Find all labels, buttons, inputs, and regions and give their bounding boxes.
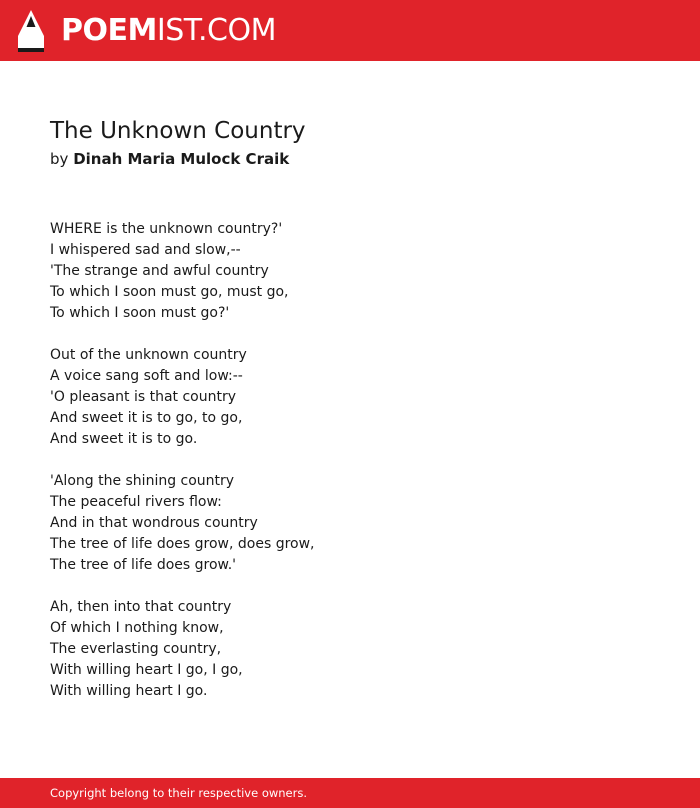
- poem-title: The Unknown Country: [50, 118, 306, 144]
- poem-stanza: [50, 597, 650, 702]
- poem-line: The peaceful rivers flow:: [50, 494, 222, 510]
- poem-line: And in that wondrous country: [50, 515, 258, 531]
- poem-line: Of which I nothing know,: [50, 620, 224, 636]
- poem-line: With willing heart I go, I go,: [50, 662, 243, 678]
- poem-byline: [50, 148, 289, 170]
- site-header: [0, 0, 700, 61]
- poem-line: To which I soon must go?': [50, 305, 230, 321]
- poem-line: Ah, then into that country: [50, 599, 232, 615]
- poem-line: To which I soon must go, must go,: [50, 284, 289, 300]
- poem-stanza: [50, 219, 650, 324]
- poem-line: Out of the unknown country: [50, 347, 247, 363]
- site-footer: [0, 778, 700, 808]
- poem-line: The tree of life does grow, does grow,: [50, 536, 315, 552]
- poem-line: 'O pleasant is that country: [50, 389, 237, 405]
- poem-line: The tree of life does grow.': [50, 557, 236, 573]
- pencil-icon[interactable]: [18, 10, 44, 52]
- poem-line: And sweet it is to go, to go,: [50, 410, 243, 426]
- poem-line: WHERE is the unknown country?': [50, 221, 283, 237]
- site-logo[interactable]: [61, 11, 276, 51]
- poem-line: 'Along the shining country: [50, 473, 235, 489]
- poem-stanza: [50, 345, 650, 450]
- logo-text-light: IST.COM: [156, 13, 276, 48]
- poem-stanza: [50, 471, 650, 576]
- byline-prefix: by: [50, 150, 69, 168]
- poem-line: The everlasting country,: [50, 641, 222, 657]
- poem-line: A voice sang soft and low:--: [50, 368, 243, 384]
- poem-body: [50, 219, 650, 723]
- poem-line: And sweet it is to go.: [50, 431, 198, 447]
- poem-line: 'The strange and awful country: [50, 263, 269, 279]
- footer-copyright: Copyright belong to their respective owners.: [50, 786, 308, 800]
- poem-line: I whispered sad and slow,--: [50, 242, 241, 258]
- poem-author: Dinah Maria Mulock Craik: [73, 150, 290, 168]
- logo-text-bold: POEM: [61, 13, 157, 48]
- poem-line: With willing heart I go.: [50, 683, 208, 699]
